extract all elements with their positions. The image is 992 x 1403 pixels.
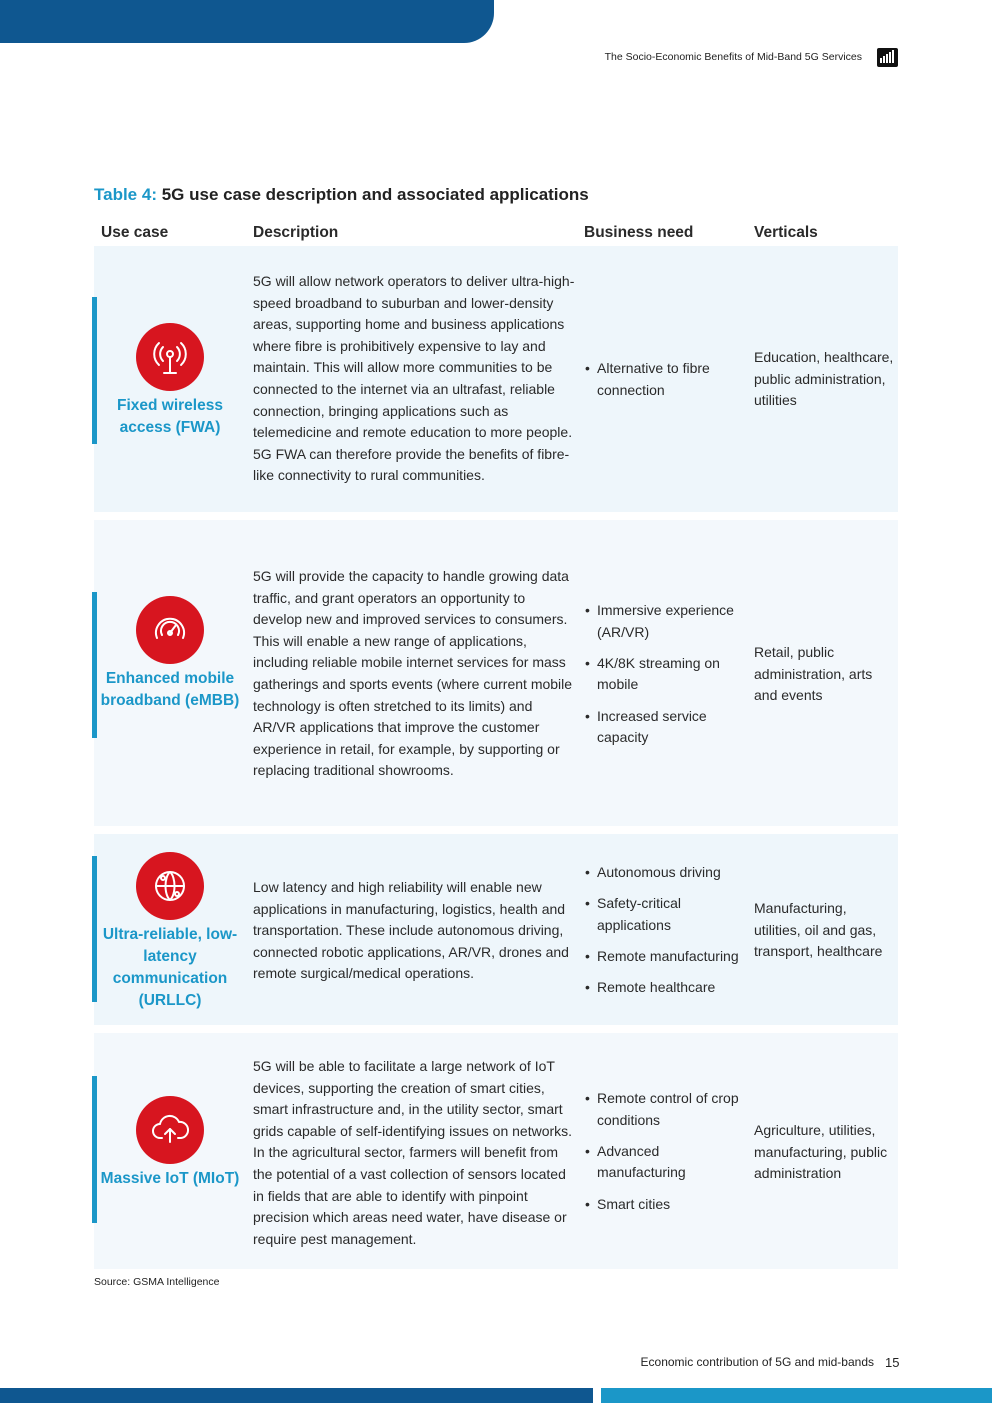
column-header-description: Description [253, 224, 339, 241]
list-item: • Remote manufacturing [585, 946, 745, 968]
footer-bar-light [601, 1388, 992, 1403]
description-text: 5G will be able to facilitate a large network of IoT devices, supporting the creation of smart cities, smart infrastructure and, in the utility sector, smart grids capable of self-identifying issues on networks. In the agricultural sector, farmers will benefit from the potential of a vast collection of sensors located in fields that are able to identify with pinpoint precision which areas need water, have disease or require pest management. [253, 1058, 573, 1247]
business-need-list [585, 862, 745, 999]
list-item: • Autonomous driving [585, 862, 745, 884]
verticals-text: Manufacturing, utilities, oil and gas, transport, healthcare [754, 900, 883, 960]
description-text: 5G will provide the capacity to handle growing data traffic, and grant operators an opportunity to develop new and improved services to consumers. This will enable a new range of applications, including reliable mobile internet services for mass gatherings and sports events (where current mobile technology is often stretched to its limits) and AR/VR applications that improve the customer experience in retail, for example, by supporting or replacing traditional showrooms. [253, 568, 573, 779]
list-item: • Immersive experience (AR/VR) [585, 600, 745, 643]
list-item: • Advanced manufacturing [585, 1141, 745, 1184]
row-accent-bar [92, 592, 97, 738]
column-header-use-case: Use case [101, 224, 169, 241]
cloud-upload-icon [136, 1096, 204, 1164]
use-case-label: Massive IoT (MIoT) [100, 1170, 240, 1187]
row-accent-bar [92, 1076, 97, 1223]
business-need-list [585, 358, 745, 401]
header-band [0, 0, 494, 43]
description-text: Low latency and high reliability will enable new applications in manufacturing, logistics, health and transportation. These include autonomous driving, connected robotic applications, AR/VR, drones and remote surgical/medical operations. [253, 879, 569, 982]
table-caption: 5G use case description and associated applications [156, 185, 589, 204]
network-globe-icon [136, 852, 204, 920]
column-header-verticals: Verticals [754, 224, 818, 241]
page-number: 15 [885, 1355, 900, 1370]
use-case-label: Fixed wireless access (FWA) [117, 397, 223, 436]
speedometer-icon [136, 596, 204, 664]
business-need-list [585, 600, 745, 749]
list-item: • Alternative to fibre connection [585, 358, 745, 401]
use-case-label: Enhanced mobile broadband (eMBB) [100, 670, 240, 709]
business-need-list [585, 1088, 745, 1215]
table-title [94, 185, 589, 205]
description-text: 5G will allow network operators to deliver ultra-high-speed broadband to suburban and lower-density areas, supporting home and business applications where fibre is prohibitively expensive to lay and maintain. This will allow more communities to be connected to the internet via an ultrafast, reliable connection, bringing applications such as telemedicine and remote education to more people. 5G FWA can therefore provide the benefits of fibre-like connectivity to rural communities. [253, 273, 575, 484]
report-logo-icon [877, 48, 898, 67]
list-item: • Smart cities [585, 1194, 745, 1216]
list-item: • Increased service capacity [585, 706, 745, 749]
table-number: Table 4: [94, 185, 157, 204]
verticals-text: Education, healthcare, public administration, utilities [754, 349, 894, 409]
list-item: • Remote healthcare [585, 977, 745, 999]
footer-section-title: Economic contribution of 5G and mid-bands [640, 1355, 874, 1369]
table-source: Source: GSMA Intelligence [94, 1276, 220, 1288]
antenna-signal-icon [136, 323, 204, 391]
use-case-label: Ultra-reliable, low-latency communication (URLLC) [102, 926, 238, 1009]
column-header-business-need: Business need [584, 224, 694, 241]
footer-bar-dark [0, 1388, 593, 1403]
running-title: The Socio-Economic Benefits of Mid-Band 5G Services [604, 51, 862, 63]
list-item: • 4K/8K streaming on mobile [585, 653, 745, 696]
list-item: • Remote control of crop conditions [585, 1088, 745, 1131]
list-item: • Safety-critical applications [585, 893, 745, 936]
verticals-text: Retail, public administration, arts and events [754, 644, 873, 704]
verticals-text: Agriculture, utilities, manufacturing, public administration [754, 1122, 888, 1182]
